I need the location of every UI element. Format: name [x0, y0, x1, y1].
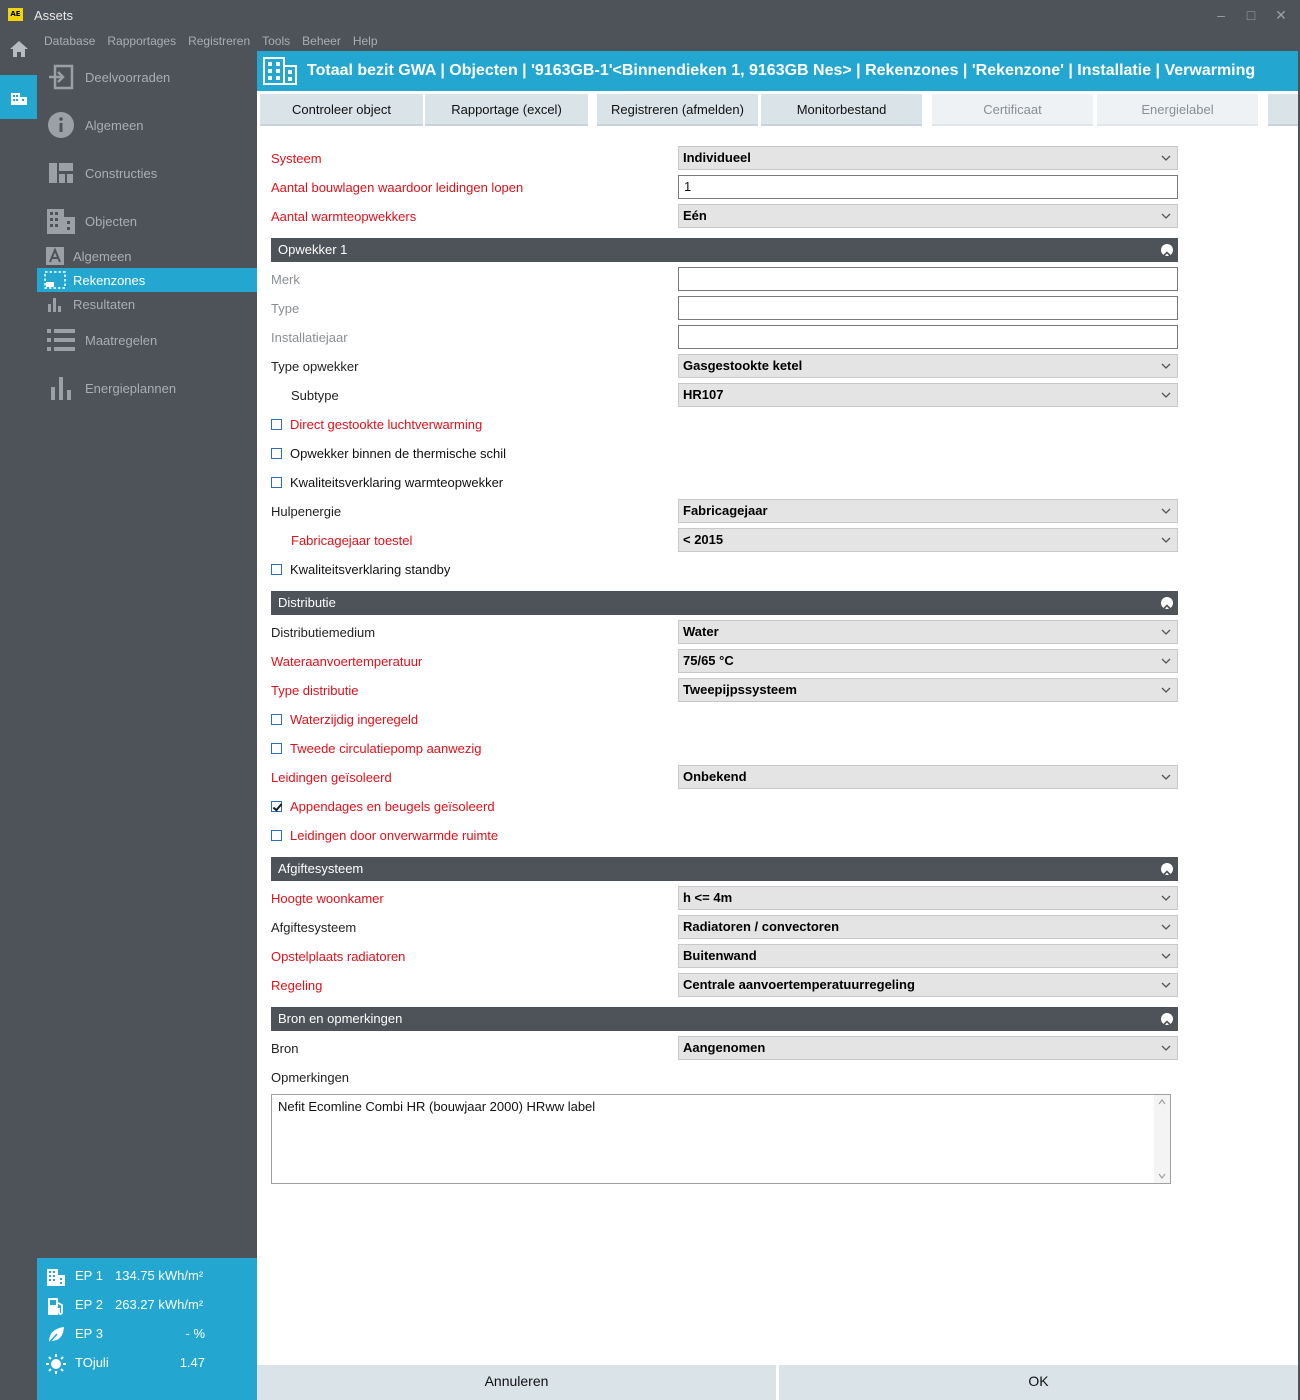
zone-icon [37, 271, 73, 289]
opmerkingen-label: Opmerkingen [271, 1070, 350, 1085]
menu-registreren[interactable]: Registreren [188, 34, 251, 48]
opmerkingen-text: Nefit Ecomline Combi HR (bouwjaar 2000) HRww label [278, 1099, 596, 1114]
select-value: Centrale aanvoertemperatuurregeling [683, 977, 915, 992]
opmerkingen-textarea[interactable] [271, 1094, 1171, 1184]
ep2-row [37, 1291, 257, 1320]
circulatiepomp-checkbox[interactable] [271, 741, 482, 756]
tab-registreren[interactable]: Registreren (afmelden) [597, 94, 758, 126]
section-title: Bron en opmerkingen [278, 1011, 403, 1026]
icon-rail [0, 31, 37, 1400]
type-label: Type [271, 301, 300, 316]
onverwarmde-ruimte-checkbox[interactable] [271, 828, 498, 843]
ep2-label: EP 2 [75, 1297, 103, 1312]
fabricagejaar-select[interactable] [678, 528, 1178, 552]
footer [257, 1365, 1298, 1400]
minimize-button[interactable]: – [1217, 7, 1225, 23]
sidebar-item-label: Objecten [85, 213, 138, 229]
sidebar-item-label: Algemeen [85, 117, 144, 133]
tab-certificaat[interactable]: Certificaat [932, 94, 1093, 126]
checkbox-box[interactable] [271, 564, 282, 575]
menu-rapportages[interactable]: Rapportages [107, 34, 177, 48]
distributiemedium-label: Distributiemedium [271, 625, 376, 640]
type-opwekker-select[interactable] [678, 354, 1178, 378]
home-icon[interactable] [0, 27, 37, 71]
checkbox-label: Waterzijdig ingeregeld [290, 712, 419, 727]
type-input[interactable] [678, 296, 1178, 320]
sidebar-item-objecten-algemeen[interactable] [37, 244, 257, 268]
ok-button[interactable]: OK [779, 1365, 1298, 1400]
wateraanvoertemperatuur-select[interactable] [678, 649, 1178, 673]
sidebar-item-rekenzones[interactable] [37, 268, 257, 292]
buildings-icon[interactable] [0, 75, 37, 119]
menu-bar [37, 31, 1300, 51]
subtype-label: Subtype [291, 388, 339, 403]
section-opwekker[interactable] [271, 238, 1178, 262]
opstelplaats-select[interactable] [678, 944, 1178, 968]
building-icon [263, 57, 297, 88]
select-value: h <= 4m [683, 890, 733, 905]
page-header [257, 51, 1298, 91]
page-title: Totaal bezit GWA | Objecten | '9163GB-1'<Binnendieken 1, 9163GB Nes> | Rekenzones | 'Rekenzone' | Installatie | Verwarming [307, 62, 1256, 79]
menu-tools[interactable]: Tools [262, 34, 291, 48]
chevron-down-icon [1161, 390, 1171, 400]
constructions-icon [37, 161, 85, 185]
sidebar-item-algemeen[interactable] [37, 107, 257, 143]
maximize-button[interactable]: □ [1246, 7, 1256, 23]
tojuli-label: TOjuli [75, 1355, 109, 1370]
sidebar [37, 51, 257, 1258]
ep1-row [37, 1262, 257, 1291]
checkbox-label: Direct gestookte luchtverwarming [290, 417, 483, 432]
hulpenergie-label: Hulpenergie [271, 504, 342, 519]
select-value: 75/65 °C [683, 653, 734, 668]
systeem-label: Systeem [271, 151, 322, 166]
checkbox-label: Appendages en beugels geïsoleerd [290, 799, 495, 814]
checkbox-box[interactable] [271, 743, 282, 754]
chevron-down-icon [1161, 627, 1171, 637]
hulpenergie-select[interactable] [678, 499, 1178, 523]
warmteopwekkers-label: Aantal warmteopwekkers [271, 209, 417, 224]
menu-database[interactable]: Database [44, 34, 96, 48]
leaf-icon [46, 1325, 66, 1345]
checkbox-box[interactable] [271, 714, 282, 725]
import-icon [37, 63, 85, 91]
chevron-down-icon [1161, 922, 1171, 932]
ep1-value: 134.75 kWh/m² [115, 1268, 204, 1283]
chevron-down-icon [1161, 153, 1171, 163]
section-title: Afgiftesysteem [278, 861, 364, 876]
afgiftesysteem-label: Afgiftesysteem [271, 920, 357, 935]
ep-panel [37, 1258, 257, 1400]
main-panel [257, 51, 1298, 1400]
sidebar-item-label: Maatregelen [85, 332, 158, 348]
tojuli-value: 1.47 [179, 1355, 205, 1370]
opstelplaats-label: Opstelplaats radiatoren [271, 949, 406, 964]
sidebar-item-label: Deelvoorraden [85, 69, 171, 85]
tab-monitorbestand[interactable]: Monitorbestand [761, 94, 922, 126]
bar-chart-icon [37, 296, 73, 312]
tab-rapportage-excel[interactable]: Rapportage (excel) [425, 94, 588, 126]
hoogte-select[interactable] [678, 886, 1178, 910]
distributiemedium-select[interactable] [678, 620, 1178, 644]
waterzijdig-checkbox[interactable] [271, 712, 418, 727]
select-value: Gasgestookte ketel [683, 358, 803, 373]
collapse-icon[interactable] [1161, 863, 1173, 875]
window-title: Assets [34, 8, 74, 23]
sidebar-item-maatregelen[interactable] [37, 322, 257, 358]
chevron-down-icon [1161, 893, 1171, 903]
installatiejaar-label: Installatiejaar [271, 330, 348, 345]
letter-a-icon [37, 246, 73, 266]
ep3-row [37, 1320, 257, 1349]
regeling-select[interactable] [678, 973, 1178, 997]
close-button[interactable]: ✕ [1275, 7, 1287, 23]
bar-chart-icon [37, 375, 85, 401]
select-value: Individueel [683, 150, 751, 165]
wateraanvoertemperatuur-label: Wateraanvoertemperatuur [271, 654, 423, 669]
checkbox-label: Leidingen door onverwarmde ruimte [290, 828, 499, 843]
sidebar-item-deelvoorraden[interactable] [37, 59, 257, 95]
checkbox-label: Opwekker binnen de thermische schil [290, 446, 507, 461]
bron-label: Bron [271, 1041, 299, 1056]
sidebar-item-label: Energieplannen [85, 380, 177, 396]
chevron-down-icon [1161, 211, 1171, 221]
sidebar-item-resultaten[interactable] [37, 292, 257, 316]
ep2-value: 263.27 kWh/m² [115, 1297, 204, 1312]
bouwlagen-label: Aantal bouwlagen waardoor leidingen lopen [271, 180, 524, 195]
checkbox-label: Kwaliteitsverklaring warmteopwekker [290, 475, 504, 490]
chevron-down-icon [1161, 951, 1171, 961]
chevron-down-icon [1161, 361, 1171, 371]
section-title: Distributie [278, 595, 336, 610]
menu-beheer[interactable]: Beheer [302, 34, 341, 48]
standby-checkbox[interactable] [271, 562, 450, 577]
afgiftesysteem-select[interactable] [678, 915, 1178, 939]
subtype-select[interactable] [678, 383, 1178, 407]
select-value: Water [683, 624, 719, 639]
chevron-down-icon [1161, 656, 1171, 666]
checkbox-box[interactable] [271, 419, 282, 430]
select-value: HR107 [683, 387, 724, 402]
collapse-icon[interactable] [1161, 1013, 1173, 1025]
leidingen-label: Leidingen geïsoleerd [271, 770, 392, 785]
ep3-label: EP 3 [75, 1326, 103, 1341]
checkbox-box-checked[interactable] [271, 801, 282, 812]
bron-select[interactable] [678, 1036, 1178, 1060]
warmteopwekkers-select[interactable] [678, 204, 1178, 228]
type-distributie-label: Type distributie [271, 683, 359, 698]
merk-input[interactable] [678, 267, 1178, 291]
kwaliteit-warmteopwekker-checkbox[interactable] [271, 475, 503, 490]
fuel-icon [46, 1296, 66, 1316]
select-value: Onbekend [683, 769, 747, 784]
appendages-checkbox[interactable] [271, 799, 495, 814]
direct-checkbox[interactable] [271, 417, 482, 432]
scrollbar[interactable] [1154, 1095, 1170, 1183]
select-value: Aangenomen [683, 1040, 766, 1055]
sidebar-item-constructies[interactable] [37, 155, 257, 191]
chevron-down-icon [1161, 980, 1171, 990]
checkbox-label: Kwaliteitsverklaring standby [290, 562, 451, 577]
sidebar-item-objecten[interactable] [37, 203, 257, 239]
select-value: Fabricagejaar [683, 503, 768, 518]
select-value: Buitenwand [683, 948, 757, 963]
scroll-down-icon[interactable] [1158, 1173, 1166, 1179]
regeling-label: Regeling [271, 978, 323, 993]
collapse-icon[interactable] [1161, 244, 1173, 256]
type-opwekker-label: Type opwekker [271, 359, 359, 374]
chevron-down-icon [1161, 506, 1171, 516]
chevron-down-icon [1161, 685, 1171, 695]
checkbox-box[interactable] [271, 477, 282, 488]
collapse-icon[interactable] [1161, 597, 1173, 609]
app-logo: AE [8, 8, 23, 21]
sidebar-item-label: Resultaten [73, 296, 136, 312]
select-value: Tweepijpssysteem [683, 682, 797, 697]
chevron-down-icon [1161, 535, 1171, 545]
list-icon [37, 327, 85, 353]
tab-controleer-object[interactable]: Controleer object [260, 94, 423, 126]
leidingen-select[interactable] [678, 765, 1178, 789]
binnen-schil-checkbox[interactable] [271, 446, 506, 461]
action-tabs [257, 91, 1298, 128]
ep1-label: EP 1 [75, 1268, 103, 1283]
systeem-select[interactable] [678, 146, 1178, 170]
sidebar-item-label: Algemeen [73, 248, 132, 264]
hoogte-label: Hoogte woonkamer [271, 891, 384, 906]
tab-overflow[interactable] [1268, 94, 1298, 126]
fabricagejaar-label: Fabricagejaar toestel [291, 533, 413, 548]
checkbox-label: Tweede circulatiepomp aanwezig [290, 741, 482, 756]
sidebar-item-label: Constructies [85, 165, 158, 181]
section-distributie[interactable] [271, 591, 1178, 615]
section-afgiftesysteem[interactable] [271, 857, 1178, 881]
type-distributie-select[interactable] [678, 678, 1178, 702]
menu-help[interactable]: Help [352, 34, 378, 48]
section-bron[interactable] [271, 1007, 1178, 1031]
annuleren-button[interactable]: Annuleren [257, 1365, 776, 1400]
sidebar-item-label: Rekenzones [73, 272, 146, 288]
select-value: Eén [683, 208, 707, 223]
title-bar [0, 0, 1300, 31]
checkbox-box[interactable] [271, 830, 282, 841]
sun-icon [46, 1354, 66, 1374]
building-icon [37, 207, 85, 235]
installatiejaar-input[interactable] [678, 325, 1178, 349]
tab-energielabel[interactable]: Energielabel [1097, 94, 1258, 126]
tojuli-row [37, 1349, 257, 1378]
sidebar-item-energieplannen[interactable] [37, 370, 257, 406]
merk-label: Merk [271, 272, 300, 287]
building-icon [46, 1267, 66, 1287]
select-value: < 2015 [683, 532, 724, 547]
checkbox-box[interactable] [271, 448, 282, 459]
bouwlagen-input[interactable]: 1 [678, 175, 1178, 199]
ep3-value: - % [185, 1326, 205, 1341]
chevron-down-icon [1161, 772, 1171, 782]
section-title: Opwekker 1 [278, 242, 348, 257]
select-value: Radiatoren / convectoren [683, 919, 840, 934]
info-icon [37, 111, 85, 139]
chevron-down-icon [1161, 1043, 1171, 1053]
scroll-up-icon[interactable] [1158, 1099, 1166, 1105]
